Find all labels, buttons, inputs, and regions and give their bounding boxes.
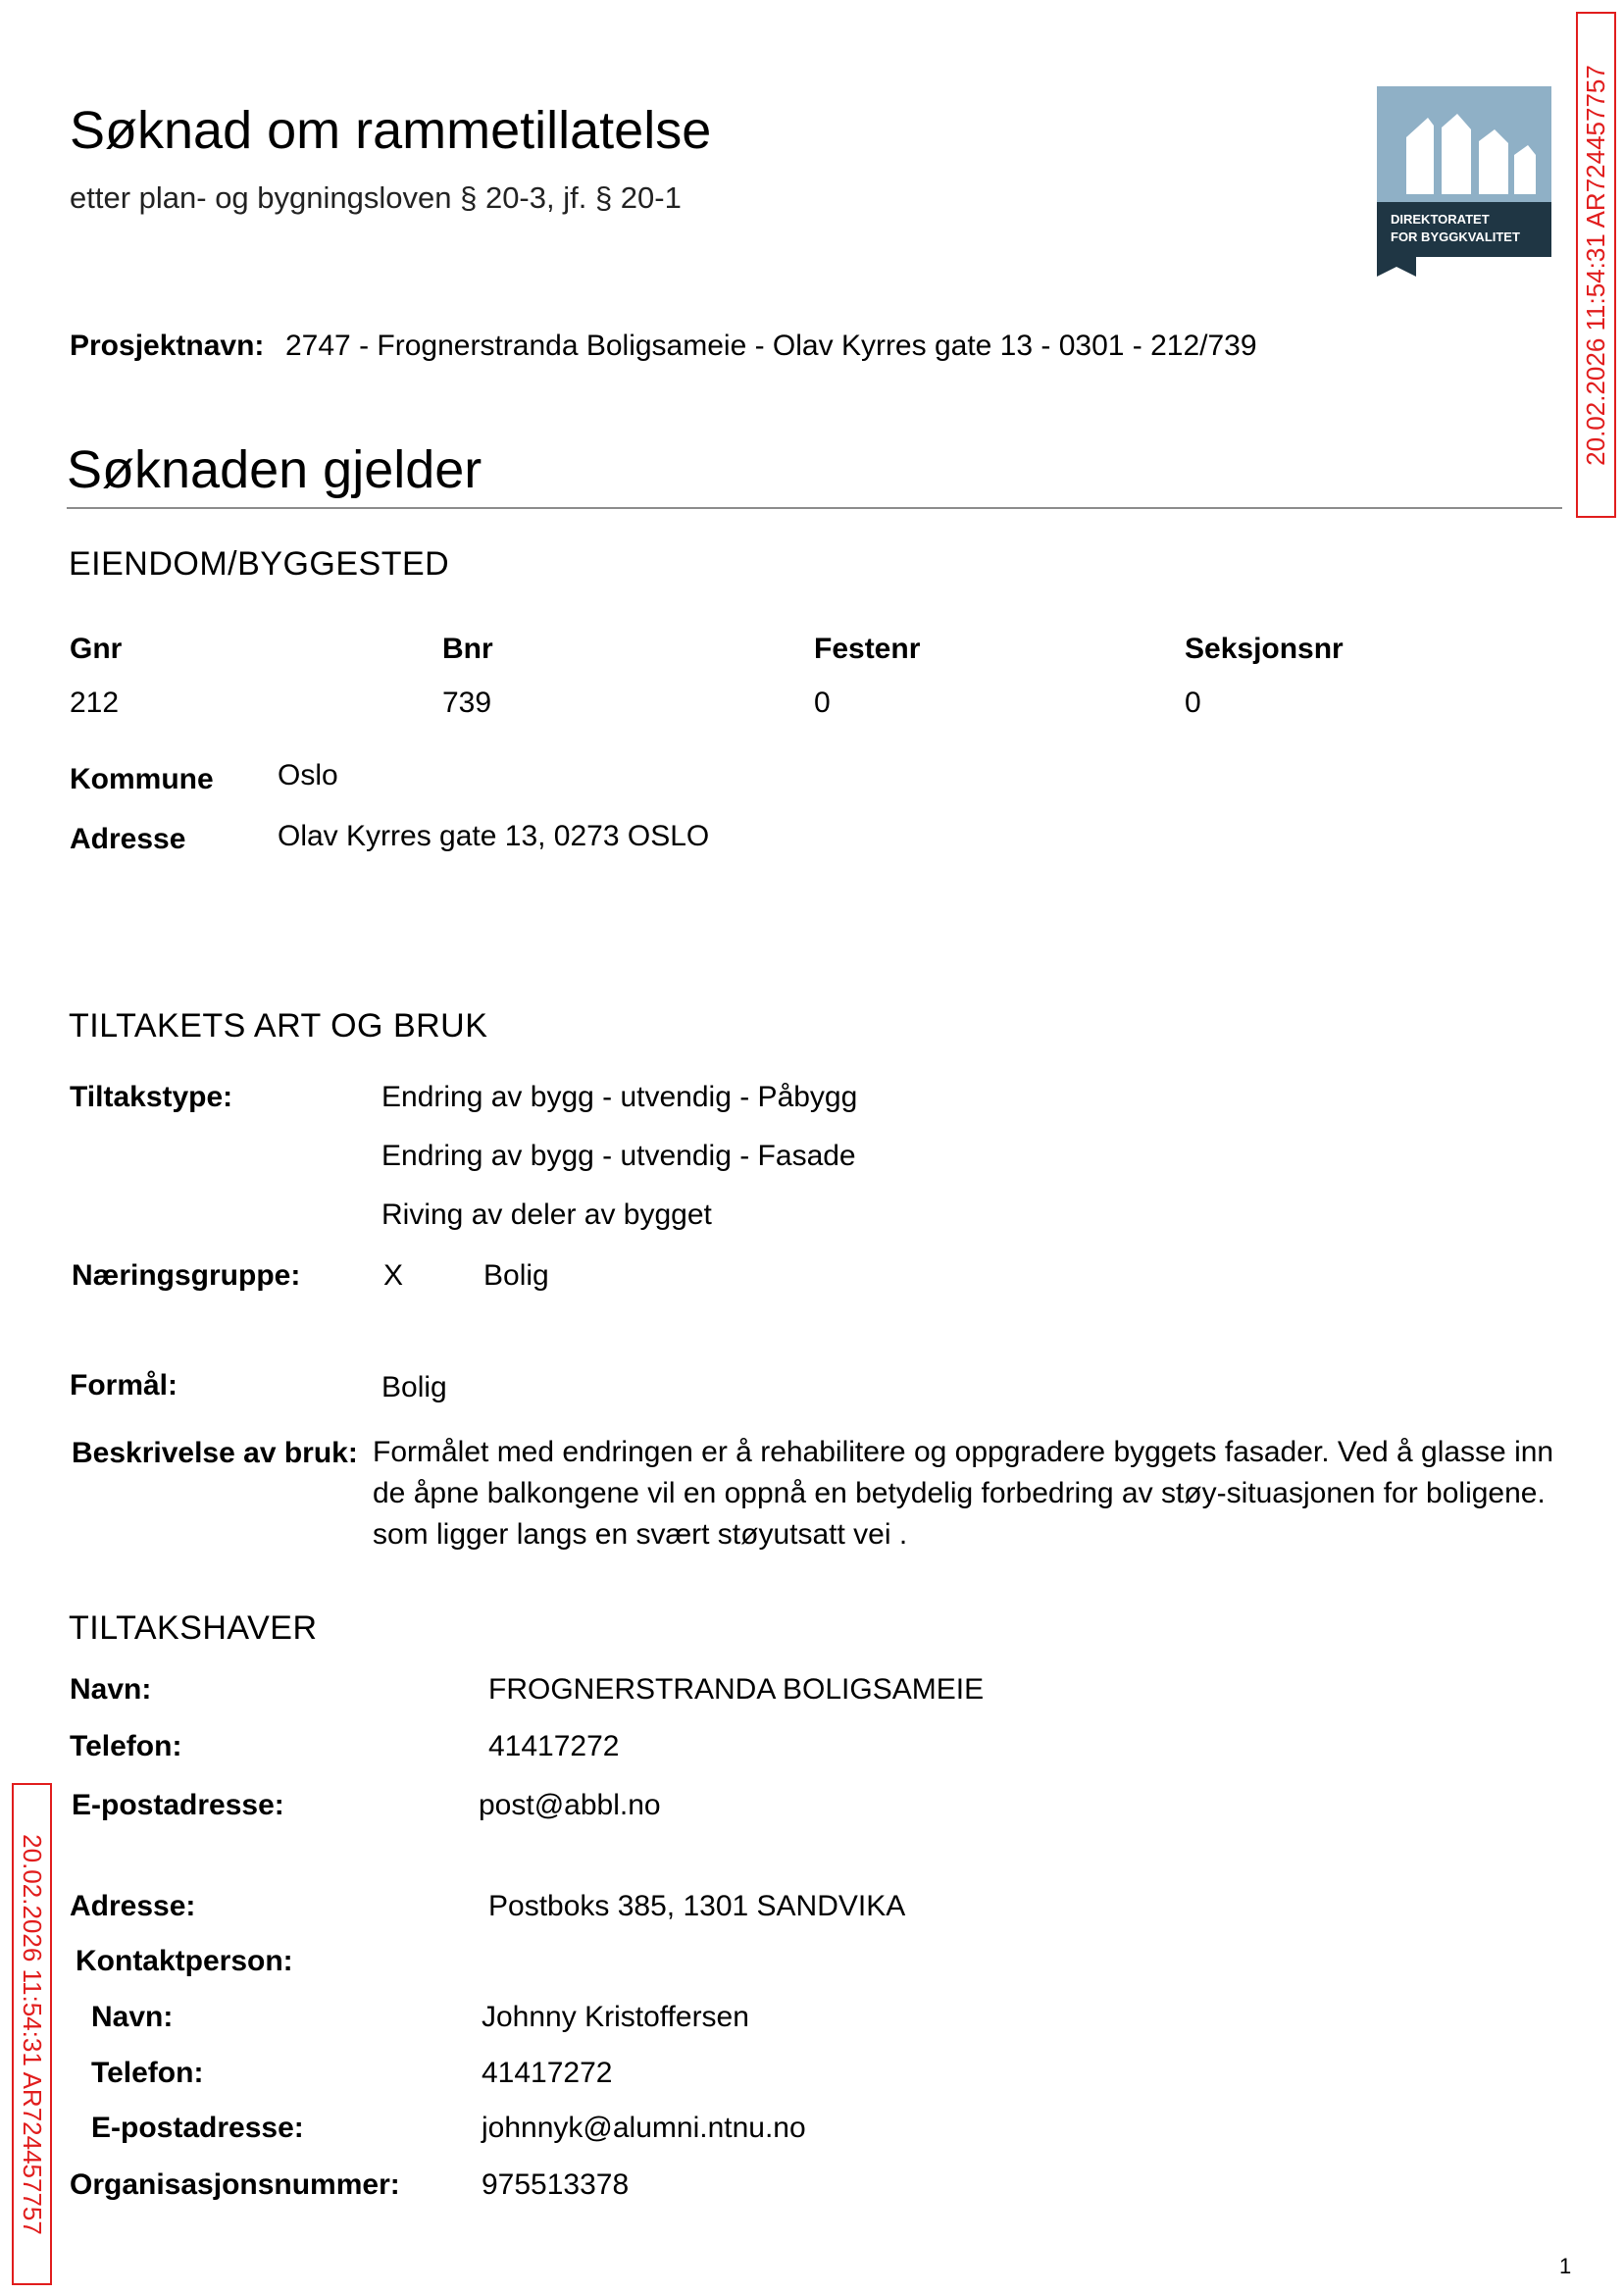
navn-label: Navn: (70, 1673, 152, 1706)
kontakt-epost-value: johnnyk@alumni.ntnu.no (482, 2112, 806, 2144)
kontakt-navn-label: Navn: (91, 2001, 174, 2033)
gnr-label: Gnr (70, 633, 123, 665)
festenr-value: 0 (814, 687, 831, 719)
stamp-text: 20.02.2026 11:54:31 AR724457757 (1581, 64, 1610, 466)
telefon-label: Telefon: (70, 1730, 182, 1762)
timestamp-stamp-top (1576, 12, 1616, 518)
adresse-label: Adresse (70, 823, 186, 855)
document-subtitle: etter plan- og bygningsloven § 20-3, jf. § 20-1 (70, 180, 682, 215)
epost-value: post@abbl.no (479, 1789, 661, 1821)
epost-label: E-postadresse: (72, 1789, 284, 1821)
tiltakshaver-adresse-value: Postboks 385, 1301 SANDVIKA (488, 1890, 906, 1922)
kommune-label: Kommune (70, 763, 214, 795)
tiltak-heading: TILTAKETS ART OG BRUK (69, 1007, 488, 1045)
project-label: Prosjektnavn: (70, 330, 265, 362)
kontakt-navn-value: Johnny Kristoffersen (482, 2001, 749, 2033)
beskrivelse-label: Beskrivelse av bruk: (72, 1437, 358, 1469)
orgnr-label: Organisasjonsnummer: (70, 2168, 400, 2201)
orgnr-value: 975513378 (482, 2168, 630, 2201)
timestamp-stamp-bottom (12, 1783, 52, 2285)
beskrivelse-value: Formålet med endringen er å rehabilitere og oppgradere byggets fasader. Ved å glasse inn de åpne balkongene vil en oppnå en betydelig forbedring av støy-situasjonen for boligene. som ligger langs en svært støyutsatt vei . (373, 1436, 1554, 1551)
telefon-value: 41417272 (488, 1730, 620, 1762)
navn-value: FROGNERSTRANDA BOLIGSAMEIE (488, 1673, 985, 1706)
tiltakstype-item: Riving av deler av bygget (381, 1198, 712, 1231)
stamp-text: 20.02.2026 11:54:31 AR724457757 (18, 1833, 47, 2235)
page-number: 1 (1559, 2254, 1572, 2278)
tiltakstype-item: Endring av bygg - utvendig - Påbygg (381, 1081, 858, 1113)
naeringsgruppe-label: Næringsgruppe: (72, 1259, 301, 1292)
naeringsgruppe-code: X (383, 1259, 404, 1292)
seksjonsnr-label: Seksjonsnr (1185, 633, 1344, 665)
section-divider (67, 507, 1562, 509)
project-value: 2747 - Frognerstranda Boligsameie - Olav Kyrres gate 13 - 0301 - 212/739 (285, 330, 1257, 362)
formal-label: Formål: (70, 1369, 178, 1402)
kontakt-epost-label: E-postadresse: (91, 2112, 304, 2144)
bnr-value: 739 (442, 687, 492, 719)
document-title: Søknad om rammetillatelse (70, 101, 712, 160)
logo-text-line2: FOR BYGGKVALITET (1391, 229, 1520, 244)
tiltakshaver-heading: TILTAKSHAVER (69, 1609, 318, 1647)
formal-value: Bolig (381, 1371, 447, 1403)
adresse-value: Olav Kyrres gate 13, 0273 OSLO (278, 820, 710, 852)
section-title: Søknaden gjelder (67, 440, 482, 499)
kommune-value: Oslo (278, 759, 338, 791)
bnr-label: Bnr (442, 633, 493, 665)
kontaktperson-label: Kontaktperson: (76, 1945, 293, 1977)
naeringsgruppe-value: Bolig (483, 1259, 549, 1292)
tiltakstype-item: Endring av bygg - utvendig - Fasade (381, 1140, 856, 1172)
tiltakstype-label: Tiltakstype: (70, 1081, 233, 1113)
tiltakshaver-adresse-label: Adresse: (70, 1890, 196, 1922)
dibk-logo (1377, 86, 1551, 277)
festenr-label: Festenr (814, 633, 921, 665)
logo-text-line1: DIREKTORATET (1391, 212, 1490, 227)
kontakt-telefon-value: 41417272 (482, 2057, 613, 2089)
gnr-value: 212 (70, 687, 120, 719)
property-heading: EIENDOM/BYGGESTED (69, 545, 450, 583)
seksjonsnr-value: 0 (1185, 687, 1201, 719)
kontakt-telefon-label: Telefon: (91, 2057, 204, 2089)
